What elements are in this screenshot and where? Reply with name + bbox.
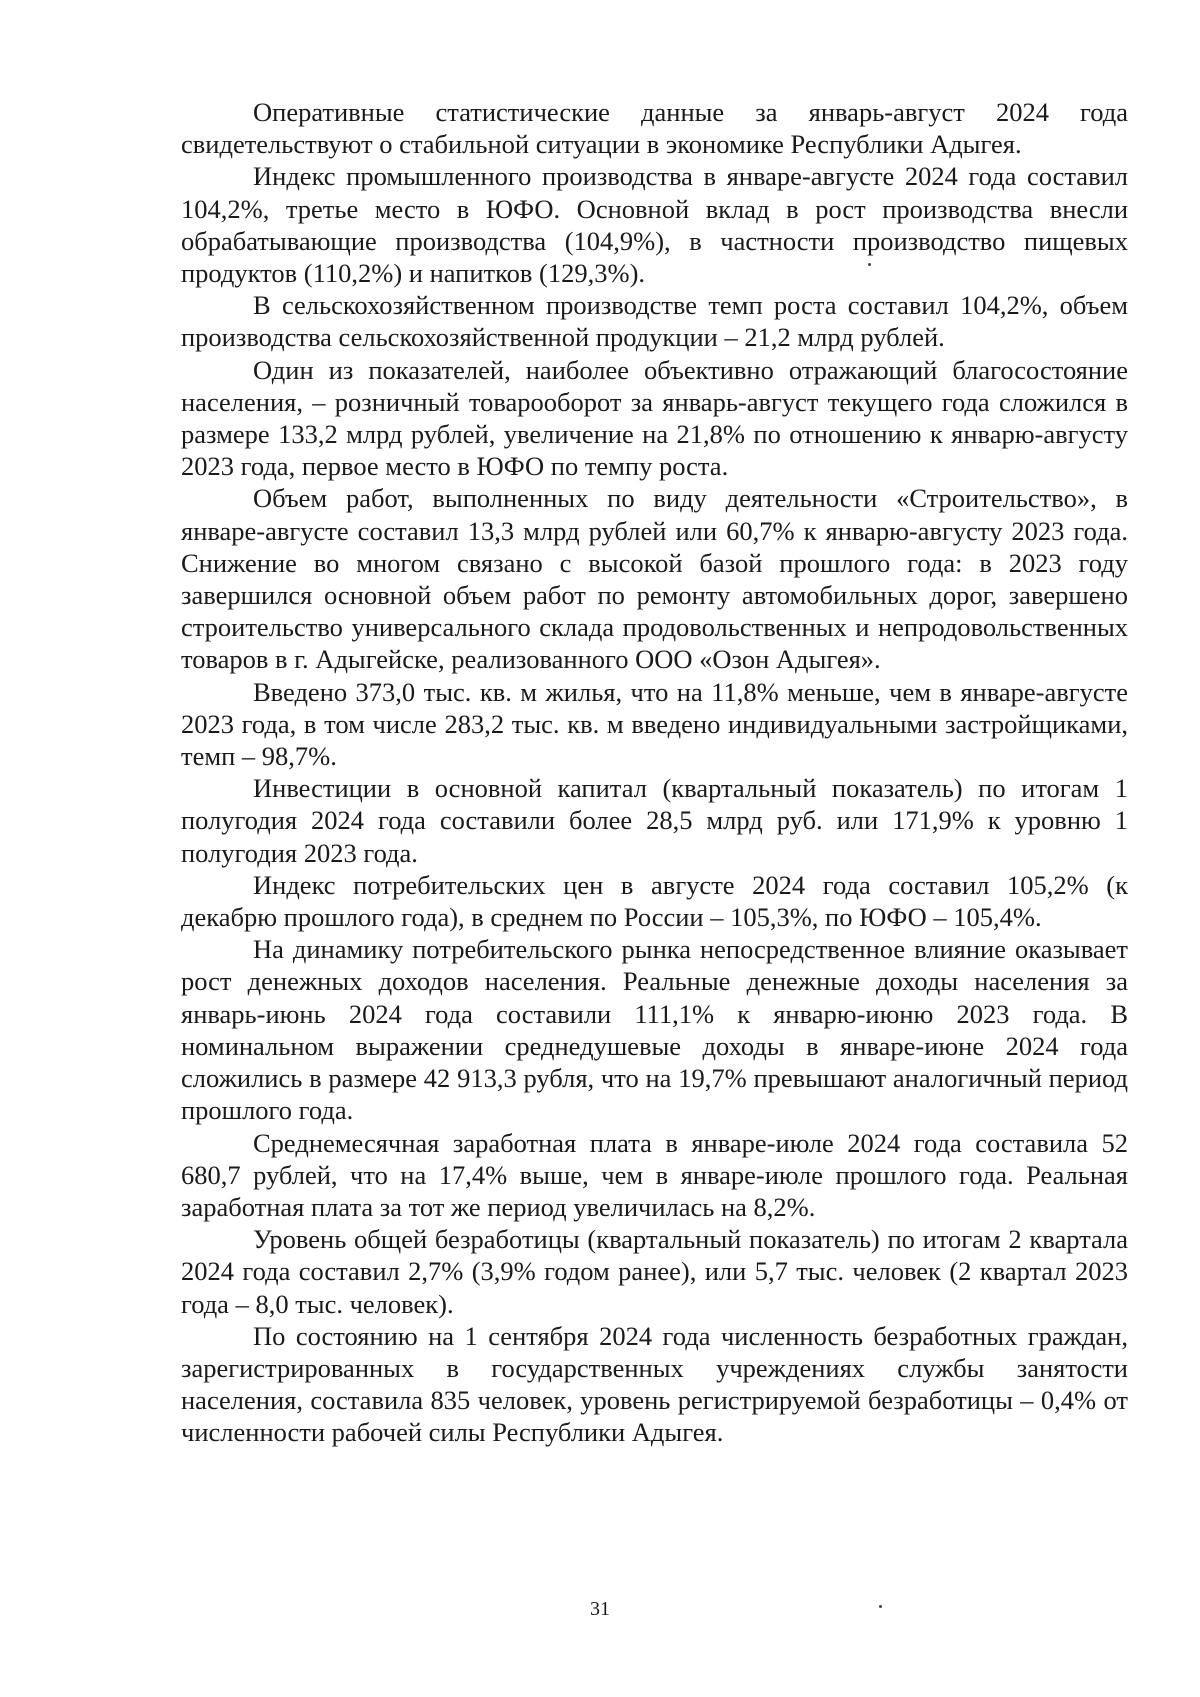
paragraph-industrial-production: Индекс промышленного производства в январе-августе 2024 года составил 104,2%, третье место в ЮФО. Основной вклад в рост производства внесли обрабатывающие производства (104,9%), в частности производство пищевых продуктов (110,2%) и напитков (129,3%). <box>181 161 1128 289</box>
document-body <box>181 96 1128 1449</box>
page-number: 31 <box>590 1598 610 1620</box>
paragraph-wages: Среднемесячная заработная плата в январе-июле 2024 года составила 52 680,7 рублей, что на 17,4% выше, чем в январе-июле прошлого года. Реальная заработная плата за тот же период увеличилась на 8,2%. <box>181 1127 1128 1222</box>
paragraph-retail-turnover: Один из показателей, наиболее объективно отражающий благосостояние населения, – розничный товарооборот за январь-август текущего года сложился в размере 133,2 млрд рублей, увеличение на 21,8% по отношению к январю-августу 2023 года, первое место в ЮФО по темпу роста. <box>181 354 1128 482</box>
paragraph-summary: Оперативные статистические данные за январь-август 2024 года свидетельствуют о стабильной ситуации в экономике Республики Адыгея. <box>181 97 1128 160</box>
scan-speck <box>879 1605 882 1608</box>
paragraph-consumer-prices: Индекс потребительских цен в августе 2024 года составил 105,2% (к декабрю прошлого года), в среднем по России – 105,3%, по ЮФО – 105,4%. <box>181 869 1128 933</box>
paragraph-investment: Инвестиции в основной капитал (квартальный показатель) по итогам 1 полугодия 2024 года составили более 28,5 млрд руб. или 171,9% к уровню 1 полугодия 2023 года. <box>181 773 1128 868</box>
paragraph-registered-unemployment: По состоянию на 1 сентября 2024 года численность безработных граждан, зарегистрированных в государственных учреждениях службы занятости населения, составила 835 человек, уровень регистрируемой безработицы – 0,4% от численности рабочей силы Республики Адыгея. <box>181 1320 1128 1448</box>
paragraph-housing: Введено 373,0 тыс. кв. м жилья, что на 11,8% меньше, чем в январе-августе 2023 года, в том числе 283,2 тыс. кв. м введено индивидуальными застройщиками, темп – 98,7%. <box>181 676 1128 772</box>
paragraph-construction: Объем работ, выполненных по виду деятельности «Строительство», в январе-августе составил 13,3 млрд рублей или 60,7% к январю-августу 2023 года. Снижение во многом связано с высокой базой прошлого года: в 2023 году завершился основной объем работ по ремонту автомобильных дорог, завершено строительство универсального склада продовольственных и непродовольственных товаров в г. Адыгейске, реализованного ООО «Озон Адыгея». <box>181 483 1128 675</box>
paragraph-unemployment: Уровень общей безработицы (квартальный показатель) по итогам 2 квартала 2024 года составил 2,7% (3,9% годом ранее), или 5,7 тыс. человек (2 квартал 2023 года – 8,0 тыс. человек). <box>181 1224 1128 1319</box>
paragraph-household-income: На динамику потребительского рынка непосредственное влияние оказывает рост денежных доходов населения. Реальные денежные доходы населения за январь-июнь 2024 года составили 111,1% к январю-июню 2023 года. В номинальном выражении среднедушевые доходы в январе-июне 2024 года сложились в размере 42 913,3 рубля, что на 19,7% превышают аналогичный период прошлого года. <box>181 934 1128 1126</box>
paragraph-agriculture: В сельскохозяйственном производстве темп роста составил 104,2%, объем производства сельскохозяйственной продукции – 21,2 млрд рублей. <box>181 290 1128 353</box>
scan-speck <box>868 263 871 266</box>
